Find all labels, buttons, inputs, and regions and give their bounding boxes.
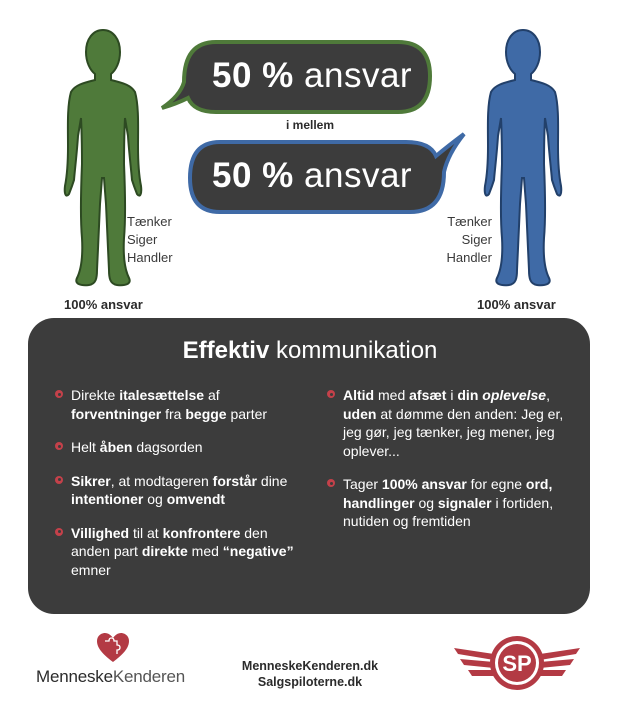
item-text-segment: afsæt	[409, 387, 447, 403]
item-text-segment: af	[204, 387, 220, 403]
logo-part2: Kenderen	[112, 667, 185, 686]
right-responsibility: 100% ansvar	[477, 297, 556, 312]
item-text-segment: Tager	[343, 476, 382, 492]
bullet-icon	[327, 479, 335, 487]
left-responsibility: 100% ansvar	[64, 297, 143, 312]
panel-right-column	[327, 386, 572, 546]
item-text-segment: din	[457, 387, 479, 403]
item-text-segment: omvendt	[166, 491, 226, 507]
item-text-segment: Altid	[343, 387, 375, 403]
left-trait-think: Tænker	[127, 214, 172, 229]
between-label: i mellem	[285, 118, 335, 132]
item-text-segment: dagsorden	[132, 439, 203, 455]
item-text-segment: intentioner	[71, 491, 144, 507]
bubble-top-word: ansvar	[304, 56, 413, 95]
right-item-1	[327, 386, 572, 460]
bullet-icon	[55, 476, 63, 484]
item-text-segment: italesættelse	[119, 387, 205, 403]
item-text-segment: ,	[546, 387, 550, 403]
item-text-segment: og	[414, 494, 438, 511]
item-text-segment: med	[187, 543, 223, 559]
right-traits	[432, 213, 492, 267]
panel-title-bold: Effektiv	[182, 337, 270, 364]
item-text-segment: åben	[99, 439, 133, 455]
item-text-segment: fra	[161, 405, 186, 422]
item-text-segment: den anden part	[71, 524, 268, 559]
item-text-segment: emner	[71, 561, 111, 578]
item-text-segment: handlinger	[343, 494, 415, 511]
item-text-segment: at dømme den anden: Jeg er, jeg gør, jeg tænker, jeg mener, jeg oplever...	[343, 405, 564, 459]
item-text-segment: uden	[343, 405, 377, 422]
left-traits	[127, 213, 173, 267]
right-trait-act: Handler	[446, 250, 492, 265]
item-text-segment: og	[143, 491, 167, 507]
left-trait-act: Handler	[127, 250, 173, 265]
item-text-segment: “negative”	[222, 543, 294, 559]
bubble-bottom-number: 50 %	[212, 156, 294, 195]
item-text-segment: dine	[257, 472, 288, 489]
item-text-segment: Direkte	[71, 387, 120, 403]
item-text-segment: signaler	[437, 494, 492, 511]
panel-title	[0, 337, 620, 365]
bullet-icon	[327, 390, 335, 398]
bullet-icon	[55, 442, 63, 450]
footer-link-menneskekenderen[interactable]: MenneskeKenderen.dk	[241, 659, 379, 673]
item-text-segment: Villighed	[71, 524, 130, 541]
item-text-segment: 100% ansvar	[381, 476, 467, 492]
item-text-segment: Sikrer	[71, 472, 111, 489]
item-text-segment: begge	[185, 405, 227, 422]
bubble-top-number: 50 %	[212, 56, 294, 95]
person-silhouette-icon	[485, 30, 562, 285]
item-text-segment: , at modtageren	[110, 472, 213, 489]
left-item-1	[55, 386, 300, 423]
left-item-3	[55, 472, 300, 509]
bullet-icon	[55, 390, 63, 398]
left-item-2	[55, 438, 300, 457]
badge-text: SP	[502, 651, 532, 676]
item-text-segment: oplevelse	[482, 387, 547, 403]
panel-title-rest: kommunikation	[269, 337, 438, 364]
item-text-segment: konfrontere	[162, 524, 241, 541]
item-text-segment: parter	[226, 405, 268, 422]
item-text-segment: i fortiden, nutiden og fremtiden	[343, 494, 554, 529]
right-trait-think: Tænker	[447, 214, 492, 229]
bubble-top-text	[212, 56, 412, 96]
menneskekenderen-logo-text	[36, 667, 185, 687]
item-text-segment: forstår	[212, 472, 258, 489]
logo-part1: Menneske	[36, 667, 113, 686]
winged-badge-icon	[450, 632, 584, 694]
item-text-segment: Helt	[71, 439, 100, 455]
item-text-segment: med	[374, 387, 410, 403]
bubble-bottom-text	[212, 156, 412, 196]
item-text-segment: direkte	[141, 543, 188, 559]
panel-left-column	[55, 386, 300, 594]
heart-puzzle-icon	[96, 632, 130, 664]
item-text-segment: i	[446, 387, 458, 403]
item-text-segment: forventninger	[71, 405, 162, 422]
footer-link-salgspiloterne[interactable]: Salgspiloterne.dk	[257, 675, 363, 689]
item-text-segment: ord,	[525, 476, 553, 492]
bubble-bottom-word: ansvar	[304, 156, 413, 195]
item-text-segment: for egne	[466, 476, 526, 492]
left-item-4	[55, 524, 300, 580]
right-trait-say: Siger	[461, 232, 492, 247]
right-item-2	[327, 475, 572, 531]
left-trait-say: Siger	[127, 232, 158, 247]
bullet-icon	[55, 528, 63, 536]
item-text-segment: til at	[129, 524, 163, 541]
